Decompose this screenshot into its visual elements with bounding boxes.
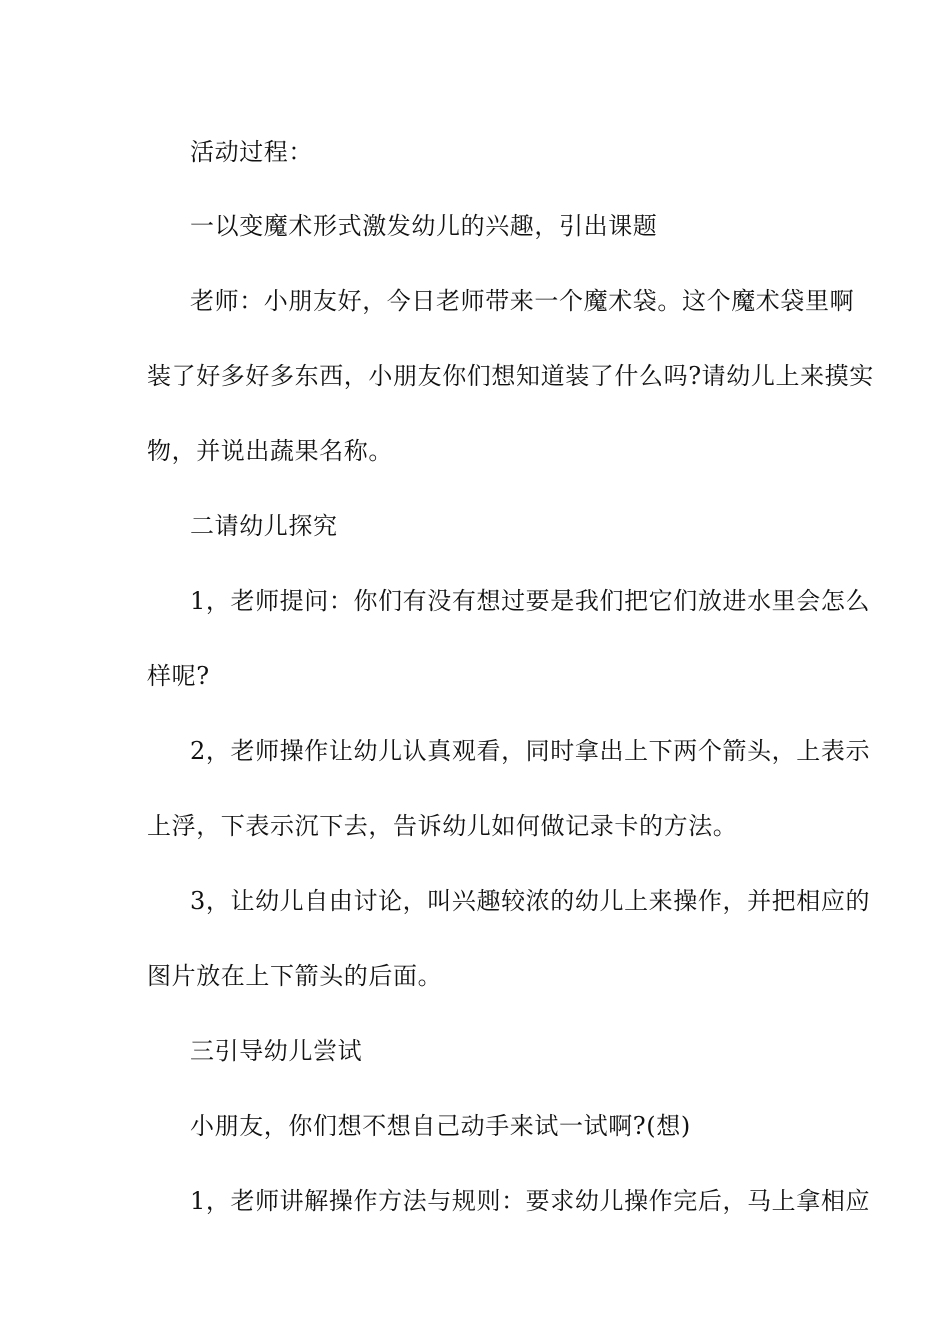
step-heading-2: 二请幼儿探究 xyxy=(190,512,338,540)
paragraph-line: 小朋友，你们想不想自己动手来试一试啊?(想) xyxy=(190,1112,691,1140)
paragraph-line: 2，老师操作让幼儿认真观看，同时拿出上下两个箭头，上表示 xyxy=(190,737,871,765)
paragraph-line: 装了好多好多东西，小朋友你们想知道装了什么吗?请幼儿上来摸实 xyxy=(147,362,874,390)
paragraph-line: 3，让幼儿自由讨论，叫兴趣较浓的幼儿上来操作，并把相应的 xyxy=(190,887,871,915)
paragraph-line: 1，老师讲解操作方法与规则：要求幼儿操作完后，马上拿相应 xyxy=(190,1187,871,1215)
paragraph-line: 物，并说出蔬果名称。 xyxy=(147,437,393,465)
paragraph-line: 样呢? xyxy=(147,662,210,690)
paragraph-line: 老师：小朋友好，今日老师带来一个魔术袋。这个魔术袋里啊 xyxy=(190,287,855,315)
paragraph-line: 上浮，下表示沉下去，告诉幼儿如何做记录卡的方法。 xyxy=(147,812,738,840)
paragraph-line: 图片放在上下箭头的后面。 xyxy=(147,962,443,990)
section-heading-activity-process: 活动过程： xyxy=(190,138,313,166)
paragraph-line: 1，老师提问：你们有没有想过要是我们把它们放进水里会怎么 xyxy=(190,587,871,615)
step-heading-3: 三引导幼儿尝试 xyxy=(190,1037,363,1065)
step-heading-1: 一以变魔术形式激发幼儿的兴趣，引出课题 xyxy=(190,212,658,240)
